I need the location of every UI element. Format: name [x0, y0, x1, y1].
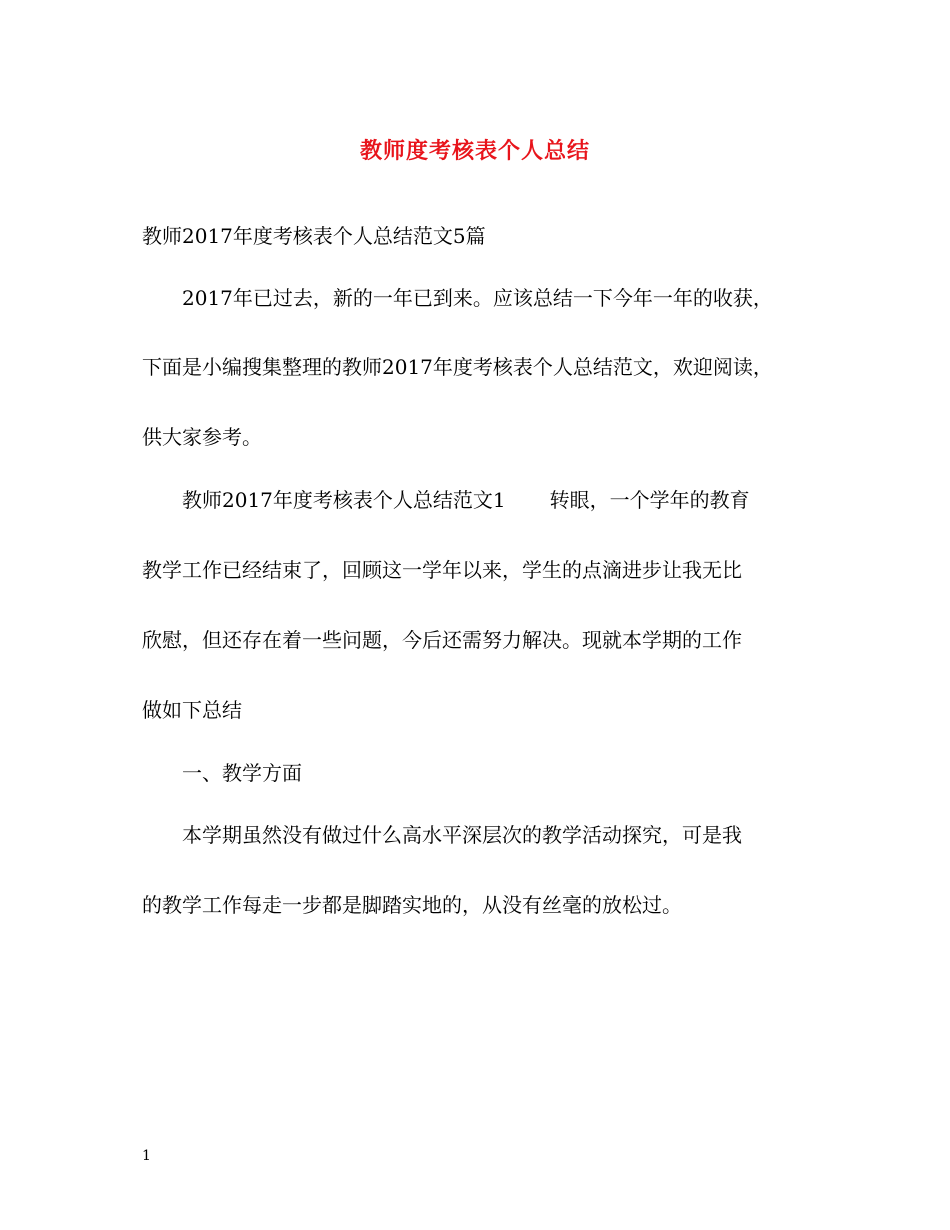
part-heading: 一、教学方面 — [182, 761, 302, 785]
paragraph-line: 做如下总结 — [142, 698, 242, 722]
paragraph-line: 本学期虽然没有做过什么高水平深层次的教学活动探究，可是我 — [182, 823, 742, 847]
paragraph-line: 欣慰，但还存在着一些问题，今后还需努力解决。现就本学期的工作 — [142, 628, 742, 652]
paragraph-line: 2017年已过去，新的一年已到来。应该总结一下今年一年的收获， — [182, 286, 773, 310]
paragraph-line: 教学工作已经结束了，回顾这一学年以来，学生的点滴进步让我无比 — [142, 558, 742, 582]
paragraph-line: 的教学工作每走一步都是脚踏实地的，从没有丝毫的放松过。 — [142, 893, 682, 917]
section-heading: 教师2017年度考核表个人总结范文1 — [182, 488, 506, 512]
document-title: 教师度考核表个人总结 — [359, 138, 590, 164]
page-number: 1 — [142, 1148, 151, 1164]
paragraph-line: 下面是小编搜集整理的教师2017年度考核表个人总结范文，欢迎阅读， — [142, 355, 773, 379]
document-subtitle: 教师2017年度考核表个人总结范文5篇 — [142, 224, 486, 248]
section-first-text: 转眼，一个学年的教育 — [549, 488, 750, 512]
section-heading-line — [182, 487, 862, 513]
paragraph-line: 供大家参考。 — [142, 425, 262, 449]
